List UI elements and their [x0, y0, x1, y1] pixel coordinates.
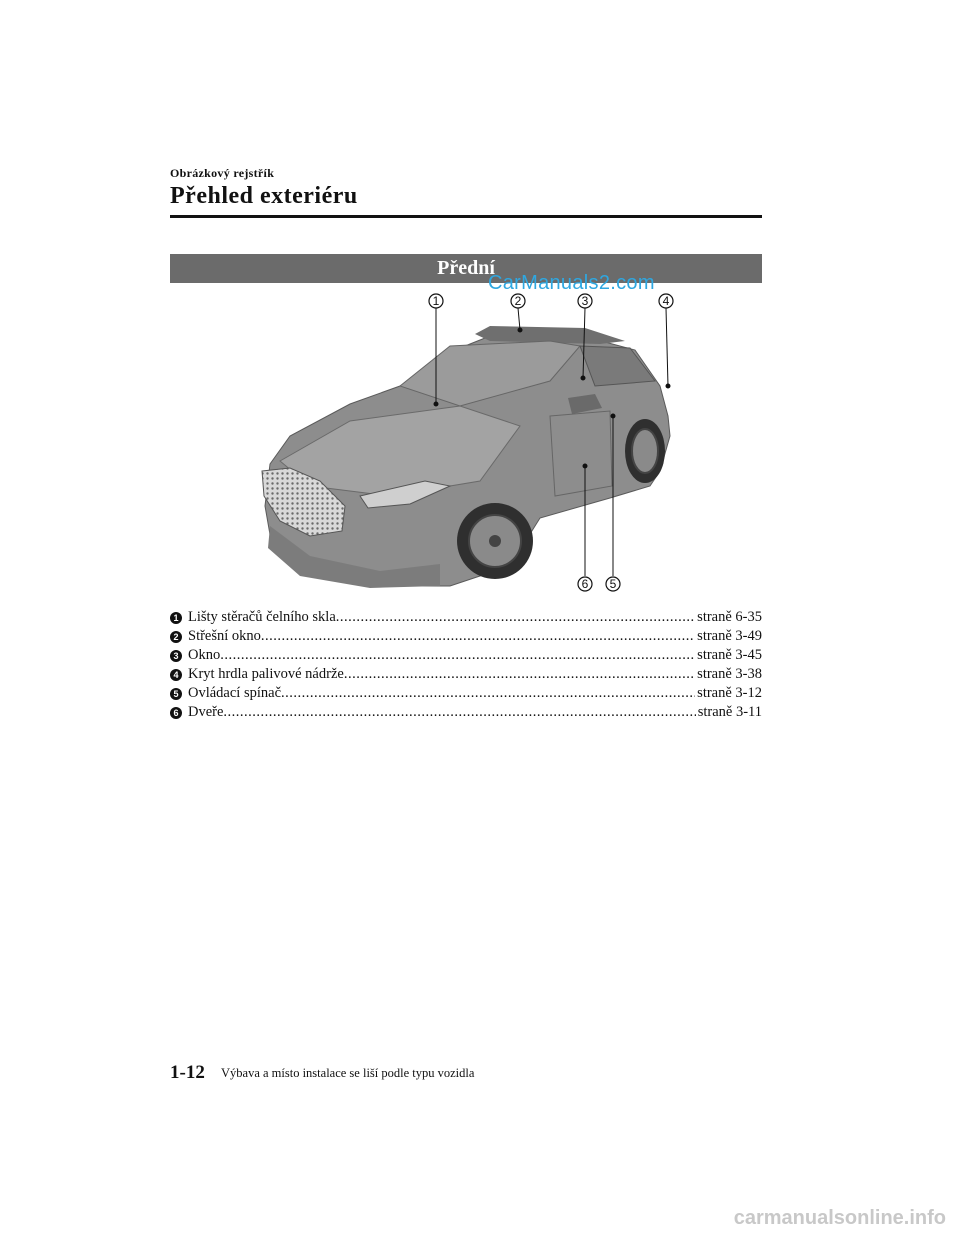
legend-label: Dveře [188, 704, 224, 720]
page-reference: straně 3-12 [697, 685, 762, 701]
callout-number: 6 [170, 707, 182, 719]
leader-dots [344, 666, 695, 683]
legend-list [170, 608, 762, 722]
legend-label: Lišty stěračů čelního skla [188, 609, 336, 625]
svg-text:3: 3 [581, 294, 589, 308]
callout-number: 1 [170, 612, 182, 624]
page-reference: straně 6-35 [697, 609, 762, 625]
legend-item [170, 608, 762, 627]
svg-text:5: 5 [609, 577, 617, 591]
callout-number: 3 [170, 650, 182, 662]
watermark-bottom[interactable]: carmanualsonline.info [733, 1207, 946, 1229]
footer-note: Výbava a místo instalace se liší podle typu vozidla [221, 1066, 475, 1080]
legend-item [170, 684, 762, 703]
legend-item [170, 665, 762, 684]
legend-item [170, 646, 762, 665]
svg-text:4: 4 [662, 294, 670, 308]
title-divider [170, 215, 762, 218]
page-reference: straně 3-11 [697, 704, 762, 720]
leader-dots [281, 685, 695, 702]
car-exterior-illustration [250, 286, 690, 606]
callout-number: 5 [170, 688, 182, 700]
legend-item [170, 627, 762, 646]
callout-2 [511, 294, 525, 308]
callout-number: 4 [170, 669, 182, 681]
page-reference: straně 3-49 [697, 628, 762, 644]
legend-label: Ovládací spínač [188, 685, 282, 701]
leader-dots [336, 609, 695, 626]
breadcrumb: Obrázkový rejstřík [170, 166, 275, 180]
page-number: 1-12 [170, 1062, 205, 1083]
legend-label: Okno [188, 647, 221, 663]
svg-text:2: 2 [514, 294, 522, 308]
leader-dots [220, 647, 695, 664]
leader-dots [261, 628, 695, 645]
page-title: Přehled exteriéru [170, 183, 358, 209]
legend-item [170, 703, 762, 722]
callout-1 [429, 294, 443, 308]
watermark-top[interactable]: CarManuals2.com [488, 272, 655, 294]
section-banner: Přední [170, 254, 762, 283]
leader-dots [223, 704, 695, 721]
page-reference: straně 3-38 [697, 666, 762, 682]
callout-4 [659, 294, 673, 308]
svg-text:1: 1 [432, 294, 440, 308]
callout-6 [578, 577, 592, 591]
svg-text:6: 6 [581, 577, 589, 591]
page-reference: straně 3-45 [697, 647, 762, 663]
callout-5 [606, 577, 620, 591]
callout-3 [578, 294, 592, 308]
legend-label: Střešní okno [188, 628, 261, 644]
callout-number: 2 [170, 631, 182, 643]
legend-label: Kryt hrdla palivové nádrže [188, 666, 344, 682]
